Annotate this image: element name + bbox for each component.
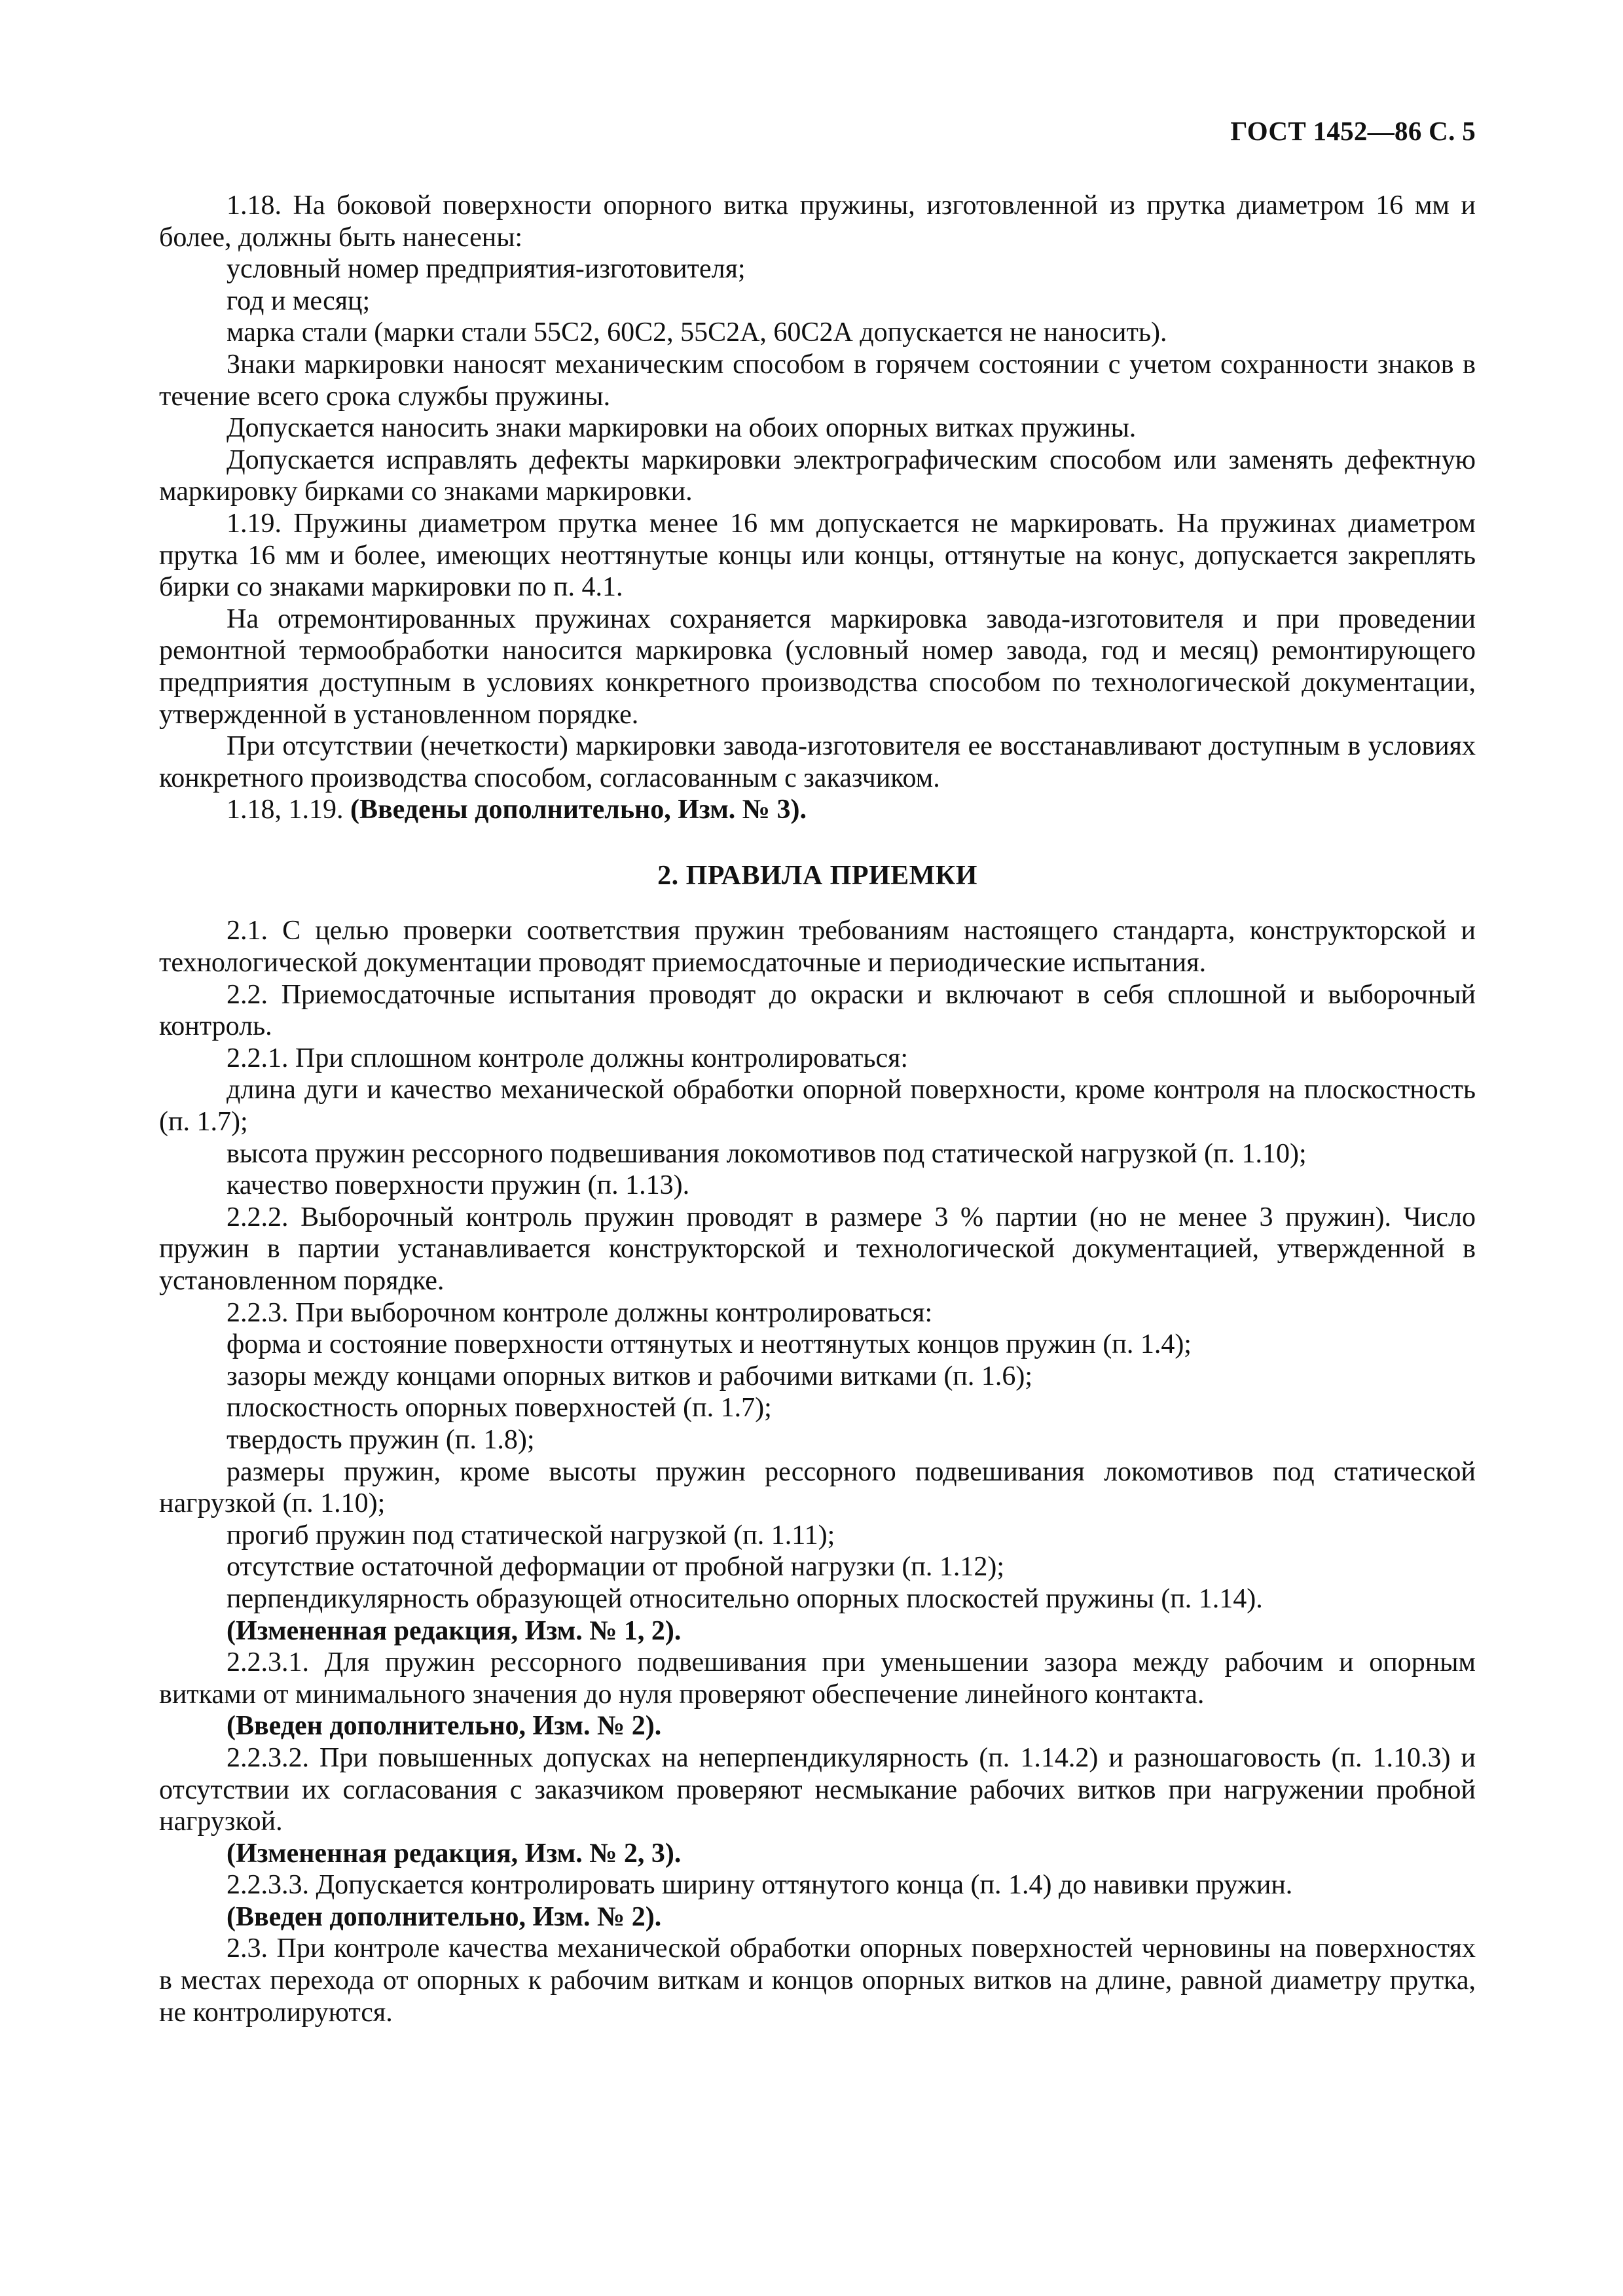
paragraph: прогиб пружин под статической нагрузкой (п. 1.11); [227, 1520, 835, 1551]
paragraph: (Введен дополнительно, Изм. № 2). [227, 1711, 662, 1742]
paragraph: На отремонтированных пружинах сохраняется маркировка завода-изготовителя и при проведении ремонтной термообработки наносится маркировка (условный номер завода, год и месяц) ремонтирующего предприятия доступным в условиях конкретного производства способом по технологической документации, утвержденной в установленном порядке. [159, 603, 1476, 730]
paragraph: твердость пружин (п. 1.8); [227, 1424, 535, 1455]
paragraph: При отсутствии (нечеткости) маркировки завода-изготовителя ее восстанавливают доступным в условиях конкретного производства способом, согласованным с заказчиком. [159, 731, 1476, 793]
paragraph: отсутствие остаточной деформации от пробной нагрузки (п. 1.12); [227, 1552, 1005, 1583]
paragraph: марка стали (марки стали 55С2, 60С2, 55С2А, 60С2А допускается не наносить). [227, 317, 1167, 348]
paragraph: 1.18. На боковой поверхности опорного витка пружины, изготовленной из прутка диаметром 16 мм и более, должны быть нанесены: [159, 190, 1476, 253]
paragraph: год и месяц; [227, 285, 371, 316]
paragraph: (Измененная редакция, Изм. № 2, 3). [227, 1838, 682, 1869]
paragraph: 2.2.3.3. Допускается контролировать ширину оттянутого конца (п. 1.4) до навивки пружин. [227, 1870, 1293, 1901]
paragraph: 2.2.2. Выборочный контроль пружин проводят в размере 3 % партии (но не менее 3 пружин). Число пружин в партии устанавливается конструкторской и технологической документацией, утвержденной в установленном порядке. [159, 1202, 1476, 1296]
paragraph: плоскостность опорных поверхностей (п. 1.7); [227, 1393, 772, 1424]
paragraph: 2.2.3. При выборочном контроле должны контролироваться: [227, 1297, 933, 1328]
note-prefix: 1.18, 1.19. [227, 795, 350, 825]
paragraph: форма и состояние поверхности оттянутых и неоттянутых концов пружин (п. 1.4); [227, 1329, 1192, 1360]
section-2-acceptance-rules [159, 915, 1476, 2028]
document-body [159, 190, 1476, 2028]
section-title: 2. ПРАВИЛА ПРИЕМКИ [657, 860, 977, 891]
section-1-marking [159, 190, 1476, 794]
paragraph: Допускается наносить знаки маркировки на обоих опорных витках пружины. [227, 413, 1137, 444]
paragraph: условный номер предприятия-изготовителя; [227, 254, 746, 285]
paragraph: Знаки маркировки наносят механическим способом в горячем состоянии с учетом сохранности знаков в течение всего срока службы пружины. [159, 349, 1476, 412]
paragraph: зазоры между концами опорных витков и рабочими витками (п. 1.6); [227, 1361, 1033, 1391]
paragraph: (Измененная редакция, Изм. № 1, 2). [227, 1615, 682, 1646]
paragraph: 2.2.3.2. При повышенных допусках на неперпендикулярность (п. 1.14.2) и разношаговость (п. 1.10.3) и отсутствии их согласования с заказчиком проверяют несмыкание рабочих витков при нагружении пробной нагрузкой. [159, 1742, 1476, 1837]
paragraph: 2.1. С целью проверки соответствия пружин требованиям настоящего стандарта, конструкторской и технологической документации проводят приемосдаточные и периодические испытания. [159, 916, 1476, 978]
paragraph: 2.2. Приемосдаточные испытания проводят до окраски и включают в себя сплошной и выборочный контроль. [159, 979, 1476, 1042]
paragraph: перпендикулярность образующей относительно опорных плоскостей пружины (п. 1.14). [227, 1583, 1263, 1614]
amendment-note-1-18-1-19 [159, 794, 1476, 826]
page-header: ГОСТ 1452—86 С. 5 [1230, 116, 1476, 146]
paragraph: 1.19. Пружины диаметром прутка менее 16 мм допускается не маркировать. На пружинах диаметром прутка 16 мм и более, имеющих неоттянутые концы или концы, оттянутые на конус, допускается закреплять бирки со знаками маркировки по п. 4.1. [159, 508, 1476, 603]
paragraph: размеры пружин, кроме высоты пружин рессорного подвешивания локомотивов под статической нагрузкой (п. 1.10); [159, 1456, 1476, 1519]
paragraph: 2.2.1. При сплошном контроле должны контролироваться: [227, 1043, 909, 1073]
note-bold: (Введены дополнительно, Изм. № 3). [350, 795, 807, 825]
paragraph: 2.2.3.1. Для пружин рессорного подвешивания при уменьшении зазора между рабочим и опорным витками от минимального значения до нуля проверяют обеспечение линейного контакта. [159, 1647, 1476, 1710]
paragraph: длина дуги и качество механической обработки опорной поверхности, кроме контроля на плоскостность (п. 1.7); [159, 1075, 1476, 1138]
paragraph: Допускается исправлять дефекты маркировки электрографическим способом или заменять дефектную маркировку бирками со знаками маркировки. [159, 444, 1476, 507]
paragraph: (Введен дополнительно, Изм. № 2). [227, 1901, 662, 1932]
paragraph: высота пружин рессорного подвешивания локомотивов под статической нагрузкой (п. 1.10); [227, 1138, 1307, 1169]
paragraph: качество поверхности пружин (п. 1.13). [227, 1170, 690, 1201]
paragraph: 2.3. При контроле качества механической обработки опорных поверхностей черновины на поверхностях в местах перехода от опорных к рабочим виткам и концов опорных витков на длине, равной диаметру прутка, не контролируются. [159, 1933, 1476, 2028]
